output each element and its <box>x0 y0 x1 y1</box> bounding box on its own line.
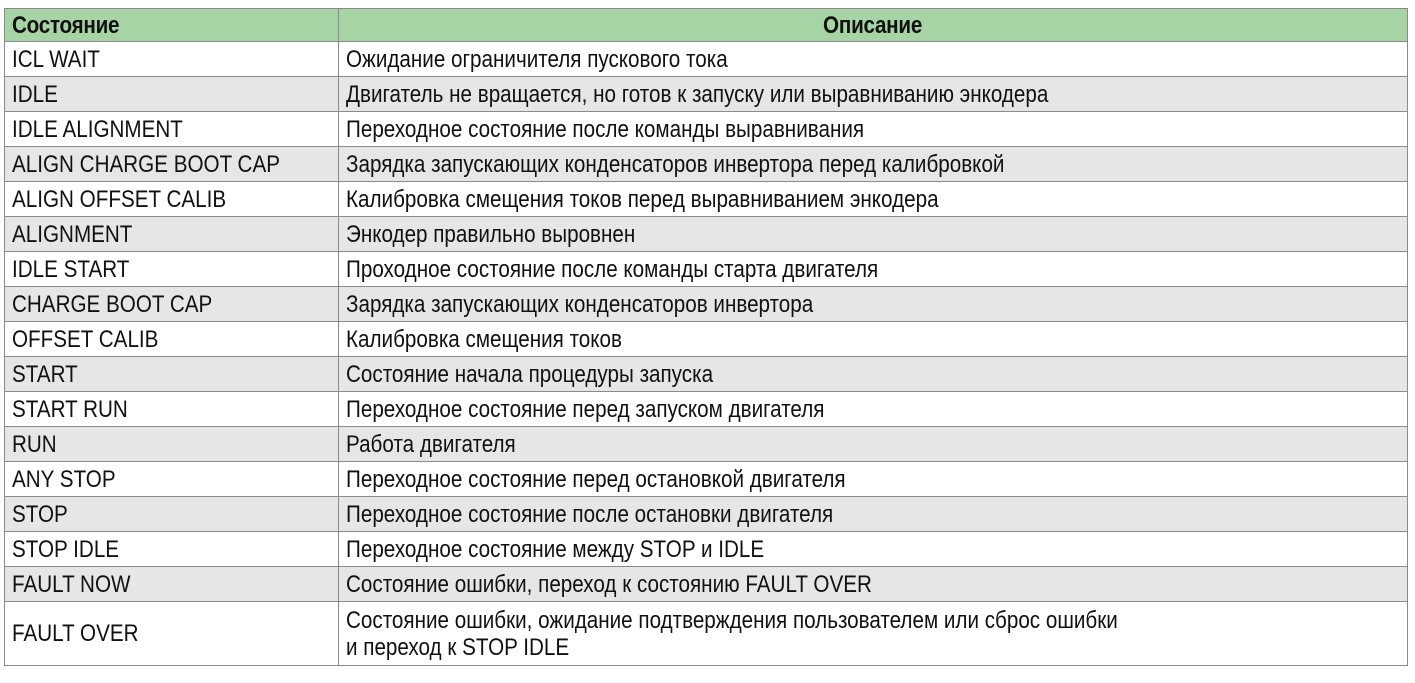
state-name: START RUN <box>12 395 128 423</box>
state-cell <box>5 322 339 357</box>
state-name: FAULT NOW <box>12 570 131 598</box>
description-text: Переходное состояние между STOP и IDLE <box>346 535 765 563</box>
description-cell <box>339 287 1408 322</box>
description-cell <box>339 252 1408 287</box>
header-description: Описание <box>339 9 1408 42</box>
description-text: Проходное состояние после команды старта двигателя <box>346 255 879 283</box>
states-table-wrapper <box>4 8 1407 666</box>
state-name: ANY STOP <box>12 465 116 493</box>
description-text: Состояние начала процедуры запуска <box>346 360 714 388</box>
description-cell <box>339 427 1408 462</box>
state-cell <box>5 77 339 112</box>
state-cell <box>5 427 339 462</box>
state-name: CHARGE BOOT CAP <box>12 290 213 318</box>
state-name: STOP <box>12 500 68 528</box>
states-table <box>4 8 1408 666</box>
description-cell <box>339 112 1408 147</box>
description-cell <box>339 77 1408 112</box>
description-cell <box>339 42 1408 77</box>
table-row <box>5 462 1408 497</box>
description-cell <box>339 182 1408 217</box>
description-cell <box>339 462 1408 497</box>
description-text: Переходное состояние после остановки двигателя <box>346 500 834 528</box>
state-cell <box>5 287 339 322</box>
state-cell <box>5 497 339 532</box>
state-cell <box>5 42 339 77</box>
state-name: FAULT OVER <box>12 620 139 647</box>
description-text: Энкодер правильно выровнен <box>346 220 636 248</box>
state-name: ALIGN CHARGE BOOT CAP <box>12 150 280 178</box>
description-cell <box>339 217 1408 252</box>
table-row <box>5 112 1408 147</box>
state-cell <box>5 182 339 217</box>
state-name: STOP IDLE <box>12 535 120 563</box>
state-name: IDLE <box>12 80 58 108</box>
table-row <box>5 357 1408 392</box>
state-name: START <box>12 360 78 388</box>
description-cell <box>339 147 1408 182</box>
table-row <box>5 42 1408 77</box>
description-cell <box>339 602 1408 666</box>
state-cell <box>5 567 339 602</box>
state-cell <box>5 252 339 287</box>
state-name: ALIGN OFFSET CALIB <box>12 185 227 213</box>
state-cell <box>5 217 339 252</box>
description-text: Переходное состояние перед остановкой двигателя <box>346 465 846 493</box>
table-body <box>5 42 1408 666</box>
state-cell <box>5 392 339 427</box>
description-text: Калибровка смещения токов перед выравниванием энкодера <box>346 185 939 213</box>
table-row <box>5 322 1408 357</box>
description-text: Калибровка смещения токов <box>346 325 622 353</box>
table-row <box>5 602 1408 666</box>
description-text: Зарядка запускающих конденсаторов инвертора <box>346 290 814 318</box>
description-text: Работа двигателя <box>346 430 516 458</box>
state-cell <box>5 602 339 666</box>
state-cell <box>5 532 339 567</box>
state-name: OFFSET CALIB <box>12 325 159 353</box>
description-cell <box>339 567 1408 602</box>
description-text: Состояние ошибки, переход к состоянию FAULT OVER <box>346 570 872 598</box>
description-cell <box>339 322 1408 357</box>
table-row <box>5 147 1408 182</box>
table-row <box>5 287 1408 322</box>
state-name: RUN <box>12 430 57 458</box>
state-cell <box>5 147 339 182</box>
state-cell <box>5 357 339 392</box>
description-text: Состояние ошибки, ожидание подтверждения пользователем или сброс ошибки <box>346 606 1118 634</box>
table-row <box>5 217 1408 252</box>
description-text: Двигатель не вращается, но готов к запуску или выравниванию энкодера <box>346 80 1049 108</box>
table-row <box>5 497 1408 532</box>
description-text: Переходное состояние перед запуском двигателя <box>346 395 825 423</box>
state-cell <box>5 462 339 497</box>
table-row <box>5 427 1408 462</box>
table-row <box>5 532 1408 567</box>
description-text: и переход к STOP IDLE <box>346 633 570 661</box>
description-text: Ожидание ограничителя пускового тока <box>346 45 728 73</box>
table-row <box>5 567 1408 602</box>
table-row <box>5 77 1408 112</box>
table-row <box>5 252 1408 287</box>
state-name: IDLE ALIGNMENT <box>12 115 183 143</box>
description-text: Зарядка запускающих конденсаторов инвертора перед калибровкой <box>346 150 1005 178</box>
table-header-row <box>5 9 1408 42</box>
description-cell <box>339 392 1408 427</box>
description-cell <box>339 357 1408 392</box>
description-cell <box>339 532 1408 567</box>
table-row <box>5 182 1408 217</box>
state-name: ALIGNMENT <box>12 220 133 248</box>
table-row <box>5 392 1408 427</box>
header-state: Состояние <box>5 9 339 42</box>
state-name: ICL WAIT <box>12 45 100 73</box>
state-cell <box>5 112 339 147</box>
description-text: Переходное состояние после команды выравнивания <box>346 115 865 143</box>
description-cell <box>339 497 1408 532</box>
state-name: IDLE START <box>12 255 130 283</box>
